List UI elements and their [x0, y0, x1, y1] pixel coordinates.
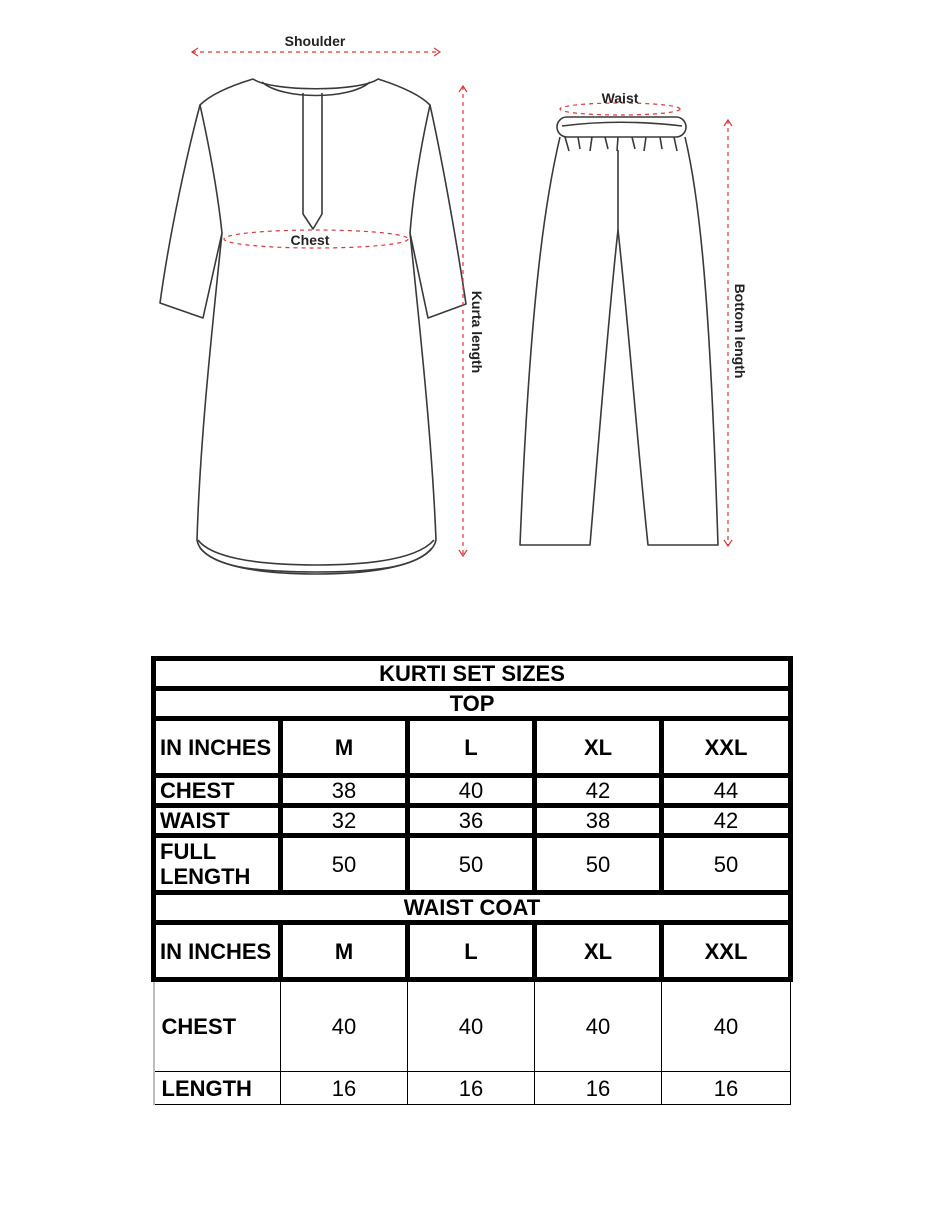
- table-row: [154, 806, 791, 836]
- table-cell: 38: [281, 776, 408, 806]
- unit-label: IN INCHES: [154, 719, 281, 776]
- row-label: FULL LENGTH: [154, 836, 281, 893]
- table-cell: 36: [408, 806, 535, 836]
- table-cell: 44: [662, 776, 791, 806]
- table-cell: 16: [662, 1072, 791, 1105]
- row-label: CHEST: [154, 776, 281, 806]
- table-cell: 40: [662, 980, 791, 1072]
- section-heading-top: TOP: [154, 689, 791, 719]
- table-cell: 50: [662, 836, 791, 893]
- table-row: [154, 776, 791, 806]
- table-cell: 42: [535, 776, 662, 806]
- size-header-row: [154, 923, 791, 980]
- table-cell: 16: [281, 1072, 408, 1105]
- table-cell: 42: [662, 806, 791, 836]
- table-cell: 40: [535, 980, 662, 1072]
- table-title: KURTI SET SIZES: [154, 659, 791, 689]
- bottom-length-label: Bottom length: [732, 283, 748, 379]
- table-row: [154, 980, 791, 1072]
- row-label: CHEST: [154, 980, 281, 1072]
- table-row: [154, 836, 791, 893]
- size-header: XXL: [662, 719, 791, 776]
- size-header: L: [408, 923, 535, 980]
- kurta-illustration: [160, 79, 466, 574]
- kurta-length-label: Kurta length: [469, 290, 485, 374]
- section-heading-row: [154, 893, 791, 923]
- table-row: [154, 1072, 791, 1105]
- measurement-diagram: [0, 0, 936, 600]
- table-cell: 50: [281, 836, 408, 893]
- table-cell: 32: [281, 806, 408, 836]
- pants-illustration: [520, 117, 718, 545]
- table-cell: 50: [535, 836, 662, 893]
- table-cell: 40: [408, 776, 535, 806]
- section-heading-row: [154, 689, 791, 719]
- table-cell: 40: [281, 980, 408, 1072]
- section-heading-waist-coat: WAIST COAT: [154, 893, 791, 923]
- shoulder-label: Shoulder: [284, 33, 346, 49]
- table-title-row: [154, 659, 791, 689]
- size-header: XL: [535, 923, 662, 980]
- size-header: L: [408, 719, 535, 776]
- size-header: M: [281, 719, 408, 776]
- chest-label: Chest: [290, 232, 330, 248]
- waist-label: Waist: [601, 90, 639, 106]
- size-header: XL: [535, 719, 662, 776]
- table-cell: 16: [535, 1072, 662, 1105]
- size-header: M: [281, 923, 408, 980]
- row-label: LENGTH: [154, 1072, 281, 1105]
- table-cell: 40: [408, 980, 535, 1072]
- table-cell: 38: [535, 806, 662, 836]
- row-label: WAIST: [154, 806, 281, 836]
- size-header: XXL: [662, 923, 791, 980]
- table-cell: 50: [408, 836, 535, 893]
- size-chart-table: [151, 656, 793, 1105]
- size-header-row: [154, 719, 791, 776]
- unit-label: IN INCHES: [154, 923, 281, 980]
- table-cell: 16: [408, 1072, 535, 1105]
